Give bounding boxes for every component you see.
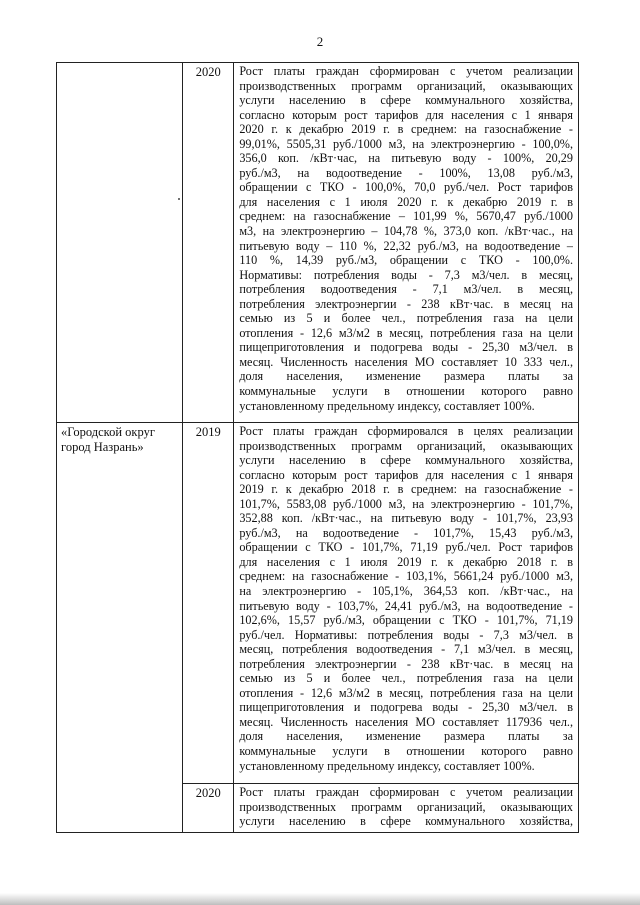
description-line: 2019 г. к декабрю 2018 г. в среднем: на газоснабжение - [239, 482, 573, 497]
description-line: семью из 5 и более чел., потребления газа на цели [239, 671, 573, 686]
municipality-cell [57, 63, 183, 423]
description-line: обращении с ТКО - 100,0%, 70,0 руб./чел. Рост тарифов [239, 180, 573, 195]
description-line: обращении с ТКО - 101,7%, 71,19 руб./чел. Рост тарифов [239, 540, 573, 555]
scan-bottom-edge [0, 893, 640, 905]
description-line: потребления электроэнергии - 238 кВт·час. в месяц на [239, 656, 573, 671]
description-cell [234, 63, 579, 423]
description-line: месяц. Численность населения МО составляет 117936 чел., [239, 714, 573, 729]
description-line: отопления - 12,6 м3/м2 в месяц, потребления газа на цели [239, 685, 573, 700]
description-cell [234, 423, 579, 784]
description-line: руб./м3, на водоотведение - 101,7%, 15,43 руб./м3, [239, 525, 573, 540]
description-line: коммунальные услуги в отношении которого равно [239, 384, 573, 399]
description-line: коммунальные услуги в отношении которого равно [239, 744, 573, 759]
description-line: 356,0 коп. /кВт·час, на питьевую воду - 100%, 20,29 [239, 151, 573, 166]
tariff-table [56, 62, 579, 833]
description-line: месяц. Численность населения МО составляет 10 333 чел., [239, 354, 573, 369]
description-line: Нормативы: потребления воды - 7,3 м3/чел. в месяц, [239, 267, 573, 282]
description-line: доля населения, изменение размера платы за [239, 729, 573, 744]
description-line: установленному предельному индексу, составляет 100%. [239, 398, 535, 413]
description-line: 2020 г. к декабрю 2019 г. в среднем: на газоснабжение - [239, 122, 573, 137]
description-line: 101,7%, 5583,08 руб./1000 м3, на электроэнергию - 101,7%, [239, 496, 573, 511]
description-line: согласно которым рост тарифов для населения с 1 января [239, 107, 573, 122]
description-line: услуги населению в сфере коммунального хозяйства, [239, 93, 573, 108]
description-line: для населения с 1 июля 2019 г. к декабрю 2018 г. в [239, 554, 573, 569]
description-line: питьевую воду - 103,7%, 24,41 руб./м3, на водоотведение - [239, 598, 573, 613]
description-line: потребления водоотведения - 7,1 м3/чел. в месяц, [239, 282, 573, 297]
description-line: производственных программ организаций, оказывающих [239, 438, 573, 453]
description-line: 102,6%, 15,57 руб./м3, обращении с ТКО - 101,7%, 71,19 [239, 613, 573, 628]
description-line: 352,88 коп. /кВт·час., на питьевую воду - 101,7%, 23,93 [239, 511, 573, 526]
description-line: месяц, потребления водоотведения - 7,1 м3/чел. в месяц, [239, 642, 573, 657]
year-cell: 2020 [183, 63, 234, 423]
description-line: пищеприготовления и подогрева воды - 25,30 м3/чел. в [239, 340, 573, 355]
description-line: семью из 5 и более чел., потребления газа на цели [239, 311, 573, 326]
description-line: 110 %, 14,39 руб./м3, обращении с ТКО - 100,0%. [239, 253, 573, 268]
description-line: услуги населению в сфере коммунального хозяйства, [239, 814, 573, 829]
description-line: руб./чел. Нормативы: потребления воды - 7,3 м3/чел. в [239, 627, 573, 642]
description-line: среднем: на газоснабжение - 103,1%, 5661,24 руб./1000 м3, [239, 569, 573, 584]
description-line: услуги населению в сфере коммунального хозяйства, [239, 453, 573, 468]
description-line: производственных программ организаций, оказывающих [239, 799, 573, 814]
description-line: согласно которым рост тарифов для населения с 1 января [239, 467, 573, 482]
description-cell [234, 784, 579, 833]
description-line: пищеприготовления и подогрева воды - 25,30 м3/чел. в [239, 700, 573, 715]
description-line: 99,01%, 5505,31 руб./1000 м3, на электроэнергию - 100,0%, [239, 136, 573, 151]
description-line: на электроэнергию - 105,1%, 364,53 коп. /кВт·час., на [239, 584, 573, 599]
municipality-cell: «Городской округ город Назрань» [57, 423, 183, 833]
description-line: питьевую воду – 110 %, 22,32 руб./м3, на водоотведение – [239, 238, 573, 253]
description-line: установленному предельному индексу, составляет 100%. [239, 758, 535, 773]
description-line: Рост платы граждан сформирован с учетом реализации [239, 785, 573, 799]
description-line: производственных программ организаций, оказывающих [239, 78, 573, 93]
description-line: м3, на электроэнергию – 104,78 %, 373,0 коп. /кВт·час., на [239, 224, 573, 239]
description-line: отопления - 12,6 м3/м2 в месяц, потребления газа на цели [239, 325, 573, 340]
page-number: 2 [316, 34, 324, 49]
table-row [57, 423, 579, 784]
description-line: потребления электроэнергии - 238 кВт·час. в месяц на [239, 296, 573, 311]
description-line: руб./м3, на водоотведение - 100%, 13,08 руб./м3, [239, 165, 573, 180]
description-line: Рост платы граждан сформировался в целях реализации [239, 424, 573, 438]
description-line: доля населения, изменение размера платы за [239, 369, 573, 384]
description-line: для населения с 1 июля 2020 г. к декабрю 2019 г. в [239, 194, 573, 209]
description-line: среднем: на газоснабжение – 101,99 %, 5670,47 руб./1000 [239, 209, 573, 224]
year-cell: 2020 [183, 784, 234, 833]
description-line: Рост платы граждан сформирован с учетом реализации [239, 64, 573, 78]
year-cell: 2019 [183, 423, 234, 784]
table-row [57, 63, 579, 423]
